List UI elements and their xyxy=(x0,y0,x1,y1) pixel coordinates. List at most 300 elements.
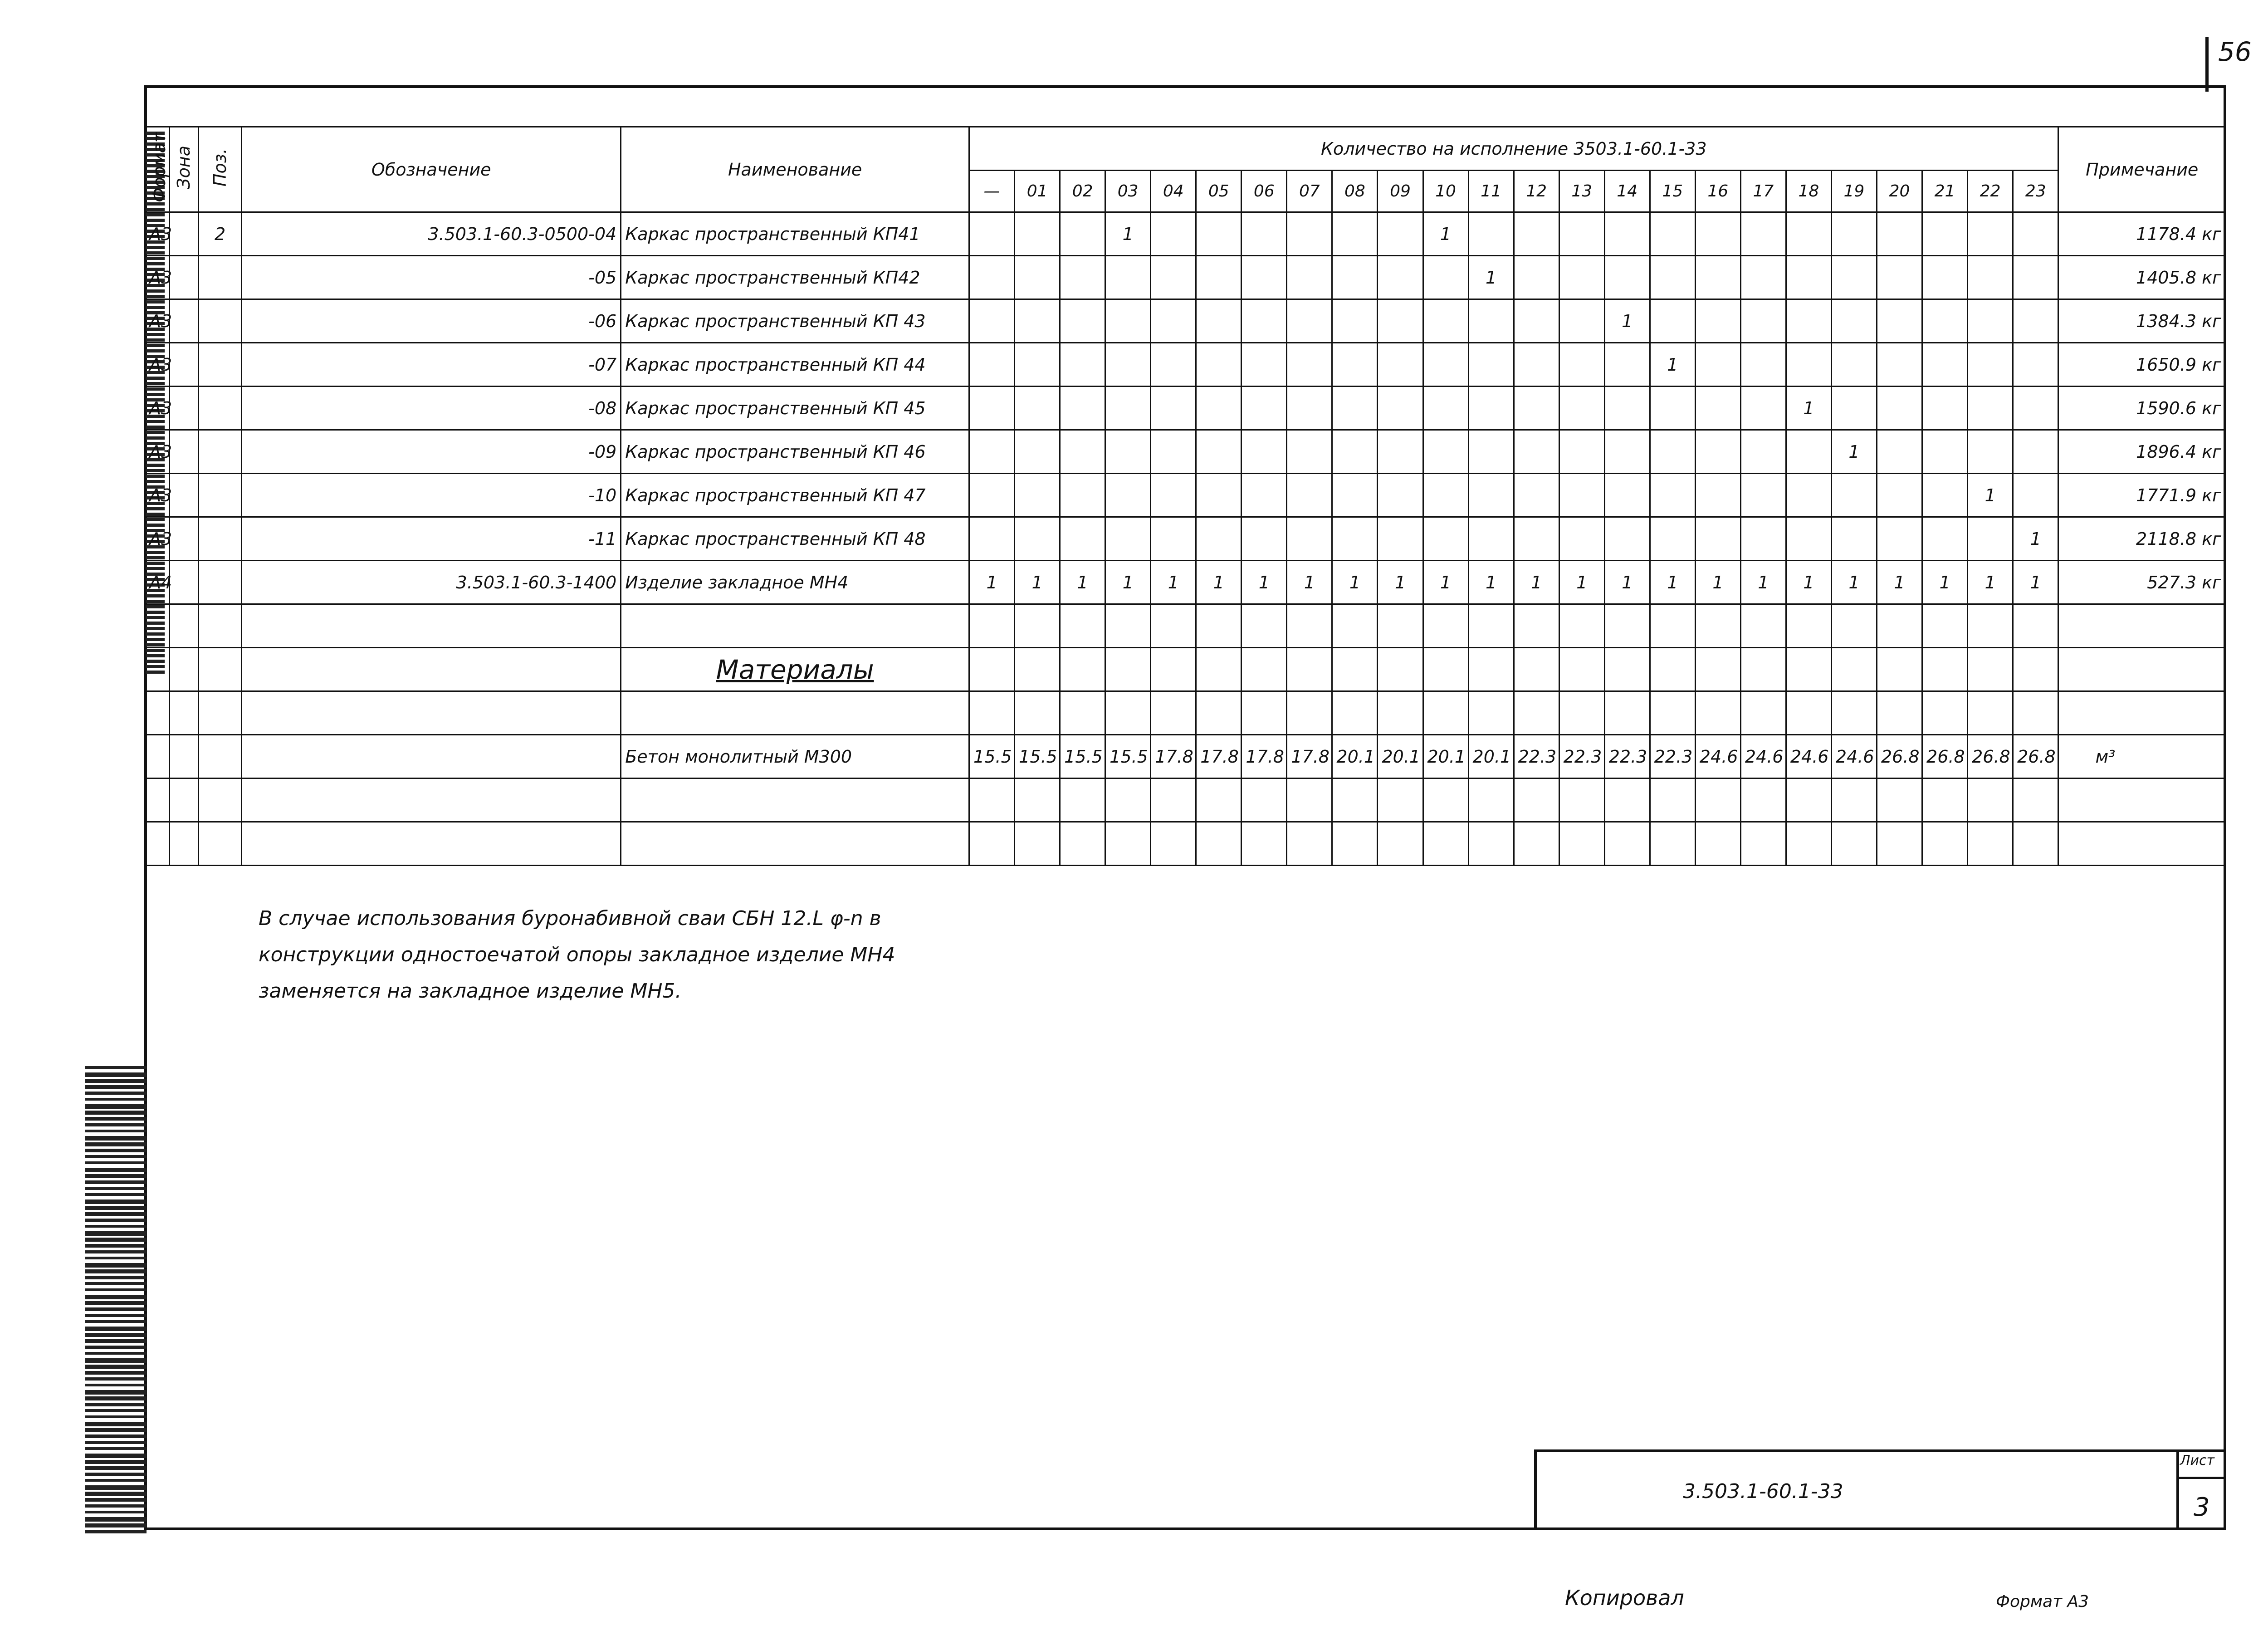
cell-empty xyxy=(1559,778,1604,822)
cell-qty xyxy=(1196,474,1242,517)
cell-designation: -09 xyxy=(242,430,621,474)
cell-qty xyxy=(1468,517,1514,561)
cell-qty xyxy=(1877,299,1922,343)
strip-line xyxy=(85,1390,147,1395)
cell-empty xyxy=(169,778,198,822)
strip-line xyxy=(85,1454,147,1458)
cell-qty xyxy=(1877,212,1922,256)
cell-empty xyxy=(169,648,198,691)
cell-zone xyxy=(169,561,198,604)
strip-line xyxy=(85,1504,147,1508)
cell-qty xyxy=(1151,474,1196,517)
cell-qty xyxy=(1786,474,1831,517)
strip-line xyxy=(85,1346,147,1349)
cell-qty: 1 xyxy=(2013,561,2058,604)
cell-empty xyxy=(1514,648,1559,691)
cell-empty xyxy=(1151,691,1196,735)
cell-qty xyxy=(1514,430,1559,474)
cell-qty xyxy=(1877,343,1922,387)
cell-empty xyxy=(145,822,170,866)
strip-line xyxy=(85,1111,147,1115)
cell-format: А4 xyxy=(145,561,170,604)
cell-qty xyxy=(1105,343,1151,387)
cell-designation: -06 xyxy=(242,299,621,343)
header-column-label: 08 xyxy=(1332,171,1378,212)
strip-line xyxy=(85,1168,147,1172)
cell-qty xyxy=(1831,343,1877,387)
table-row xyxy=(145,517,2226,561)
materials-heading xyxy=(621,648,969,691)
cell-empty xyxy=(1105,648,1151,691)
cell-empty xyxy=(1060,778,1105,822)
header-column-label: 02 xyxy=(1060,171,1105,212)
cell-qty xyxy=(1559,430,1604,474)
strip-line xyxy=(85,1377,147,1381)
cell-empty xyxy=(1105,822,1151,866)
cell-qty: 1 xyxy=(1604,299,1650,343)
cell-qty xyxy=(1242,212,1287,256)
cell-empty xyxy=(1468,778,1514,822)
header-column-label: 04 xyxy=(1151,171,1196,212)
strip-line xyxy=(85,1333,147,1337)
cell-qty xyxy=(1151,299,1196,343)
strip-line xyxy=(85,1517,147,1522)
cell-qty xyxy=(2013,343,2058,387)
cell-qty xyxy=(1242,299,1287,343)
cell-qty xyxy=(1332,430,1378,474)
cell-empty xyxy=(969,822,1015,866)
cell-empty xyxy=(1378,604,1423,648)
strip-line xyxy=(85,1187,147,1190)
strip-line xyxy=(85,1244,147,1248)
cell-qty xyxy=(1968,299,2013,343)
cell-qty xyxy=(1695,299,1740,343)
cell-qty xyxy=(1740,343,1786,387)
cell-pos xyxy=(198,517,241,561)
note-line: конструкции одностоечатой опоры закладное изделие МН4 xyxy=(259,943,895,966)
cell-empty xyxy=(1242,778,1287,822)
cell-format: А3 xyxy=(145,517,170,561)
cell-qty xyxy=(2013,387,2058,430)
cell-empty xyxy=(1060,822,1105,866)
cell-qty: 1 xyxy=(1650,343,1695,387)
strip-line xyxy=(85,1104,147,1109)
cell-qty xyxy=(1740,299,1786,343)
cell-empty xyxy=(1877,604,1922,648)
cell-qty xyxy=(1559,517,1604,561)
cell-qty xyxy=(1378,430,1423,474)
cell-empty xyxy=(1332,778,1378,822)
header-column-label: 20 xyxy=(1877,171,1922,212)
cell-empty xyxy=(1151,648,1196,691)
cell-qty xyxy=(1287,343,1332,387)
cell-qty xyxy=(1831,212,1877,256)
cell-note: 1771.9 кг xyxy=(2058,474,2226,517)
cell-qty: 1 xyxy=(1831,430,1877,474)
cell-empty xyxy=(621,691,969,735)
cell-empty xyxy=(1604,822,1650,866)
cell-qty: 1 xyxy=(1786,387,1831,430)
cell-qty xyxy=(1559,212,1604,256)
cell-note: 1178.4 кг xyxy=(2058,212,2226,256)
cell-qty xyxy=(1740,212,1786,256)
cell-qty xyxy=(1877,256,1922,299)
table-row xyxy=(145,387,2226,430)
cell-qty: 1 xyxy=(1287,561,1332,604)
table-row xyxy=(145,474,2226,517)
cell-qty xyxy=(1015,343,1060,387)
cell-qty xyxy=(1287,299,1332,343)
cell-qty xyxy=(1514,212,1559,256)
table-row-empty xyxy=(145,604,2226,648)
cell-qty xyxy=(1968,387,2013,430)
sheet-divider xyxy=(2176,1477,2226,1479)
cell-empty xyxy=(969,604,1015,648)
cell-pos xyxy=(198,256,241,299)
cell-qty xyxy=(1060,343,1105,387)
format-label: Формат А3 xyxy=(1996,1592,2089,1611)
strip-line xyxy=(85,1511,147,1513)
cell-qty xyxy=(1151,430,1196,474)
cell-format: А3 xyxy=(145,212,170,256)
cell-qty xyxy=(1786,430,1831,474)
cell-empty xyxy=(1831,822,1877,866)
cell-name: Изделие закладное МН4 xyxy=(621,561,969,604)
cell-qty xyxy=(1740,517,1786,561)
cell-name: Бетон монолитный М300 xyxy=(621,735,969,778)
cell-empty xyxy=(1786,822,1831,866)
header-name: Наименование xyxy=(621,127,969,212)
cell-qty xyxy=(1196,387,1242,430)
cell-qty: 22.3 xyxy=(1559,735,1604,778)
strip-line xyxy=(85,1161,147,1164)
cell-qty xyxy=(1242,256,1287,299)
strip-line xyxy=(85,1409,147,1412)
strip-line xyxy=(85,1485,147,1490)
cell-designation: -07 xyxy=(242,343,621,387)
cell-name: Каркас пространственный КП 47 xyxy=(621,474,969,517)
strip-line xyxy=(85,1466,147,1470)
cell-qty xyxy=(969,387,1015,430)
cell-qty: 26.8 xyxy=(2013,735,2058,778)
cell-qty xyxy=(1604,212,1650,256)
cell-empty xyxy=(1604,648,1650,691)
cell-qty xyxy=(1468,387,1514,430)
cell-qty xyxy=(969,212,1015,256)
cell-pos xyxy=(198,299,241,343)
strip-line xyxy=(85,1263,147,1268)
strip-line xyxy=(85,1473,147,1476)
cell-qty xyxy=(1015,212,1060,256)
strip-line xyxy=(85,1384,147,1386)
cell-name: Каркас пространственный КП 45 xyxy=(621,387,969,430)
cell-qty xyxy=(1514,299,1559,343)
cell-qty xyxy=(1287,212,1332,256)
cell-qty: 20.1 xyxy=(1378,735,1423,778)
header-zone xyxy=(169,127,198,212)
cell-empty xyxy=(242,822,621,866)
cell-qty xyxy=(1242,387,1287,430)
cell-qty: 17.8 xyxy=(1242,735,1287,778)
cell-qty xyxy=(1332,343,1378,387)
cell-empty xyxy=(1332,648,1378,691)
cell-qty xyxy=(1650,517,1695,561)
cell-qty xyxy=(1105,430,1151,474)
cell-name: Каркас пространственный КП42 xyxy=(621,256,969,299)
table-row xyxy=(145,430,2226,474)
cell-qty xyxy=(1015,256,1060,299)
cell-qty: 24.6 xyxy=(1831,735,1877,778)
cell-designation: 3.503.1-60.3-1400 xyxy=(242,561,621,604)
strip-line xyxy=(85,1314,147,1317)
cell-pos xyxy=(198,343,241,387)
cell-empty xyxy=(1423,822,1468,866)
cell-qty: 20.1 xyxy=(1423,735,1468,778)
cell-qty: 1 xyxy=(1015,561,1060,604)
cell-qty xyxy=(1151,343,1196,387)
side-stamp-strip xyxy=(85,1066,147,1530)
cell-empty xyxy=(1196,604,1242,648)
cell-note: 1896.4 кг xyxy=(2058,430,2226,474)
cell-zone xyxy=(169,474,198,517)
strip-line xyxy=(85,1415,147,1418)
cell-empty xyxy=(1015,648,1060,691)
cell-qty xyxy=(1015,299,1060,343)
header-note: Примечание xyxy=(2058,127,2226,212)
document-code: 3.503.1-60.1-33 xyxy=(1683,1480,1843,1503)
cell-qty xyxy=(1468,474,1514,517)
cell-empty xyxy=(1604,691,1650,735)
cell-qty xyxy=(1650,474,1695,517)
cell-qty xyxy=(1604,517,1650,561)
cell-qty xyxy=(2013,430,2058,474)
cell-qty xyxy=(1196,343,1242,387)
cell-qty: 20.1 xyxy=(1468,735,1514,778)
cell-qty xyxy=(1786,256,1831,299)
cell-qty xyxy=(1922,430,1968,474)
cell-qty xyxy=(1015,474,1060,517)
cell-qty xyxy=(1151,256,1196,299)
cell-note: 1650.9 кг xyxy=(2058,343,2226,387)
cell-empty xyxy=(1831,691,1877,735)
cell-name: Каркас пространственный КП41 xyxy=(621,212,969,256)
cell-empty xyxy=(969,691,1015,735)
cell-qty: 1 xyxy=(1060,561,1105,604)
cell-qty xyxy=(1378,256,1423,299)
header-column-label: — xyxy=(969,171,1015,212)
cell-empty xyxy=(1151,778,1196,822)
cell-qty xyxy=(1468,430,1514,474)
cell-designation: -10 xyxy=(242,474,621,517)
cell-empty xyxy=(1650,691,1695,735)
cell-qty xyxy=(1559,387,1604,430)
strip-line xyxy=(85,1072,147,1077)
strip-line xyxy=(85,1250,147,1253)
cell-empty xyxy=(1877,648,1922,691)
header-column-label: 22 xyxy=(1968,171,2013,212)
table-row-empty xyxy=(145,691,2226,735)
header-column-label: 11 xyxy=(1468,171,1514,212)
strip-line xyxy=(85,1301,147,1305)
header-column-label: 18 xyxy=(1786,171,1831,212)
cell-qty xyxy=(1060,212,1105,256)
cell-empty xyxy=(1650,604,1695,648)
cell-qty xyxy=(1922,474,1968,517)
cell-empty xyxy=(1060,691,1105,735)
cell-qty: 1 xyxy=(1423,561,1468,604)
strip-line xyxy=(85,1085,147,1089)
cell-qty xyxy=(969,517,1015,561)
cell-empty xyxy=(145,778,170,822)
table-row-empty xyxy=(145,822,2226,866)
cell-qty: 1 xyxy=(1151,561,1196,604)
cell-qty xyxy=(1332,256,1378,299)
cell-qty: 1 xyxy=(1378,561,1423,604)
cell-empty xyxy=(2013,648,2058,691)
cell-qty xyxy=(1922,343,1968,387)
cell-qty xyxy=(1922,517,1968,561)
cell-qty: 1 xyxy=(1105,561,1151,604)
cell-zone xyxy=(169,517,198,561)
cell-qty xyxy=(1105,256,1151,299)
cell-empty xyxy=(242,735,621,778)
strip-line xyxy=(85,1257,147,1259)
cell-empty xyxy=(1922,648,1968,691)
cell-qty xyxy=(1968,517,2013,561)
cell-qty xyxy=(2013,299,2058,343)
cell-empty xyxy=(1060,604,1105,648)
cell-qty xyxy=(1604,474,1650,517)
cell-empty xyxy=(2058,691,2226,735)
cell-qty: 1 xyxy=(1468,561,1514,604)
strip-line xyxy=(85,1219,147,1222)
cell-qty: 24.6 xyxy=(1695,735,1740,778)
header-column-label: 16 xyxy=(1695,171,1740,212)
strip-line xyxy=(85,1307,147,1311)
cell-empty xyxy=(198,735,241,778)
cell-qty: 22.3 xyxy=(1604,735,1650,778)
cell-empty xyxy=(1740,604,1786,648)
cell-qty xyxy=(969,343,1015,387)
cell-empty xyxy=(1877,691,1922,735)
cell-empty xyxy=(1740,822,1786,866)
cell-qty xyxy=(1695,387,1740,430)
strip-line xyxy=(85,1130,147,1132)
header-column-label: 06 xyxy=(1242,171,1287,212)
cell-qty xyxy=(1105,299,1151,343)
strip-line xyxy=(85,1206,147,1210)
cell-note: 1405.8 кг xyxy=(2058,256,2226,299)
cell-qty: 24.6 xyxy=(1740,735,1786,778)
cell-qty xyxy=(1695,474,1740,517)
cell-empty xyxy=(1559,648,1604,691)
strip-line xyxy=(85,1365,147,1369)
cell-empty xyxy=(1922,778,1968,822)
cell-qty xyxy=(969,430,1015,474)
cell-qty xyxy=(2013,256,2058,299)
cell-qty xyxy=(1105,387,1151,430)
cell-qty: 17.8 xyxy=(1287,735,1332,778)
cell-qty: 1 xyxy=(2013,517,2058,561)
cell-qty xyxy=(1151,517,1196,561)
title-block xyxy=(1534,1449,2226,1530)
cell-qty xyxy=(1105,517,1151,561)
cell-qty xyxy=(1015,430,1060,474)
strip-line xyxy=(85,1199,147,1204)
cell-empty xyxy=(1831,648,1877,691)
cell-empty xyxy=(145,691,170,735)
cell-qty: 1 xyxy=(1604,561,1650,604)
table-row xyxy=(145,343,2226,387)
cell-empty xyxy=(1060,648,1105,691)
cell-empty xyxy=(1105,778,1151,822)
cell-qty xyxy=(1060,387,1105,430)
strip-line xyxy=(85,1066,147,1069)
strip-line xyxy=(85,1530,147,1533)
cell-empty xyxy=(242,604,621,648)
cell-empty xyxy=(1650,778,1695,822)
cell-empty xyxy=(1922,691,1968,735)
cell-zone xyxy=(169,343,198,387)
cell-qty xyxy=(1786,517,1831,561)
cell-qty xyxy=(1559,299,1604,343)
cell-qty xyxy=(1242,430,1287,474)
strip-line xyxy=(85,1441,147,1444)
copied-by: Копировал xyxy=(1565,1586,1684,1610)
cell-designation: -08 xyxy=(242,387,621,430)
cell-qty xyxy=(969,474,1015,517)
cell-name: Каркас пространственный КП 46 xyxy=(621,430,969,474)
cell-qty xyxy=(1423,430,1468,474)
cell-empty xyxy=(1196,648,1242,691)
cell-qty: 1 xyxy=(1740,561,1786,604)
cell-qty xyxy=(1242,517,1287,561)
cell-empty xyxy=(1559,691,1604,735)
strip-line xyxy=(85,1358,147,1363)
cell-qty xyxy=(1514,517,1559,561)
cell-qty: 20.1 xyxy=(1332,735,1378,778)
strip-line xyxy=(85,1422,147,1426)
sheet-number: 3 xyxy=(2194,1493,2210,1522)
cell-empty xyxy=(621,778,969,822)
header-column-label: 10 xyxy=(1423,171,1468,212)
cell-qty xyxy=(1514,387,1559,430)
cell-qty xyxy=(1604,256,1650,299)
strip-line xyxy=(85,1460,147,1464)
cell-format: А3 xyxy=(145,299,170,343)
cell-qty xyxy=(1196,299,1242,343)
cell-qty xyxy=(1015,517,1060,561)
strip-line xyxy=(85,1428,147,1432)
cell-empty xyxy=(1922,822,1968,866)
cell-empty xyxy=(1695,604,1740,648)
cell-qty xyxy=(1287,517,1332,561)
header-format-label: Формат xyxy=(149,132,169,203)
cell-qty xyxy=(1196,212,1242,256)
cell-qty xyxy=(1922,256,1968,299)
cell-qty xyxy=(1559,474,1604,517)
cell-empty xyxy=(1105,604,1151,648)
cell-format: А3 xyxy=(145,256,170,299)
strip-line xyxy=(85,1117,147,1121)
note-line: заменяется на закладное изделие МН5. xyxy=(259,979,682,1003)
cell-empty xyxy=(145,604,170,648)
cell-empty xyxy=(1514,691,1559,735)
cell-format: А3 xyxy=(145,430,170,474)
cell-empty xyxy=(1604,778,1650,822)
cell-qty: 1 xyxy=(1196,561,1242,604)
cell-empty xyxy=(1650,822,1695,866)
